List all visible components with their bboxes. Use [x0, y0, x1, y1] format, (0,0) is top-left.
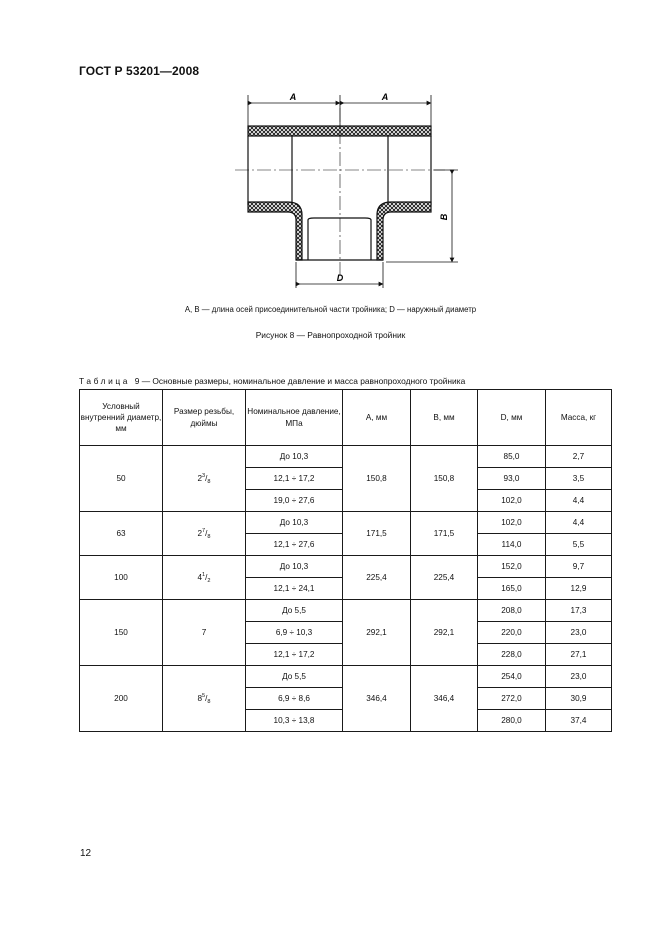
cell-pressure: До 5,5 — [246, 666, 343, 688]
cell-thread — [163, 556, 246, 600]
cell-thread — [163, 600, 246, 666]
thread-whole: 8 — [197, 693, 203, 703]
bottom-left-wall — [248, 202, 302, 260]
cell-d: 152,0 — [478, 556, 546, 578]
cell-b: 171,5 — [411, 512, 478, 556]
page-number: 12 — [80, 848, 92, 859]
cell-a: 150,8 — [343, 446, 411, 512]
table-title-prefix: Таблица — [79, 376, 131, 386]
cell-a: 292,1 — [343, 600, 411, 666]
cell-d: 114,0 — [478, 534, 546, 556]
thread-numerator: 5 — [202, 692, 206, 699]
cell-b: 346,4 — [411, 666, 478, 732]
cell-mass: 37,4 — [546, 710, 612, 732]
cell-d: 254,0 — [478, 666, 546, 688]
cell-d: 208,0 — [478, 600, 546, 622]
cell-d: 93,0 — [478, 468, 546, 490]
cell-a: 346,4 — [343, 666, 411, 732]
table-row — [80, 666, 612, 688]
cell-diameter: 63 — [80, 512, 163, 556]
cell-pressure: До 10,3 — [246, 446, 343, 468]
cell-thread — [163, 446, 246, 512]
table-row — [80, 556, 612, 578]
cell-mass: 9,7 — [546, 556, 612, 578]
bottom-right-wall — [377, 202, 431, 260]
dim-b-label: B — [439, 213, 449, 221]
col-header-diameter: Условный внутренний диаметр, мм — [80, 390, 163, 446]
cell-pressure: До 10,3 — [246, 512, 343, 534]
thread-denominator: 8 — [207, 533, 211, 540]
tee-drawing-svg — [230, 90, 470, 290]
table-title — [79, 376, 465, 386]
cell-mass: 3,5 — [546, 468, 612, 490]
cell-mass: 23,0 — [546, 622, 612, 644]
thread-whole: 4 — [197, 572, 203, 582]
cell-mass: 23,0 — [546, 666, 612, 688]
cell-pressure: 12,1 ÷ 27,6 — [246, 534, 343, 556]
table-row — [80, 512, 612, 534]
col-header-d: D, мм — [478, 390, 546, 446]
cell-b: 225,4 — [411, 556, 478, 600]
figure-title: Рисунок 8 — Равнопроходной тройник — [255, 330, 406, 340]
cell-diameter: 100 — [80, 556, 163, 600]
table-row — [80, 600, 612, 622]
thread-numerator: 3 — [202, 472, 206, 479]
cell-pressure: До 10,3 — [246, 556, 343, 578]
thread-denominator: 8 — [207, 698, 211, 705]
cell-pressure: 12,1 ÷ 17,2 — [246, 644, 343, 666]
dim-a-right-label: A — [381, 92, 389, 102]
thread-whole: 2 — [197, 473, 203, 483]
cell-d: 220,0 — [478, 622, 546, 644]
cell-diameter: 150 — [80, 600, 163, 666]
col-header-pressure: Номинальное давление, МПа — [246, 390, 343, 446]
tee-drawing — [230, 90, 470, 290]
thread-slash: / — [205, 572, 208, 582]
cell-pressure: 19,0 ÷ 27,6 — [246, 490, 343, 512]
thread-denominator: 8 — [207, 478, 211, 485]
cell-d: 85,0 — [478, 446, 546, 468]
thread-whole: 7 — [201, 628, 207, 637]
cell-diameter: 200 — [80, 666, 163, 732]
cell-a: 171,5 — [343, 512, 411, 556]
table-row — [80, 446, 612, 468]
cell-d: 280,0 — [478, 710, 546, 732]
col-header-thread: Размер резьбы, дюймы — [163, 390, 246, 446]
dim-a-left-label: A — [289, 92, 297, 102]
cell-pressure: 12,1 ÷ 24,1 — [246, 578, 343, 600]
cell-d: 228,0 — [478, 644, 546, 666]
cell-mass: 4,4 — [546, 490, 612, 512]
cell-mass: 17,3 — [546, 600, 612, 622]
cell-b: 150,8 — [411, 446, 478, 512]
table-body — [80, 446, 612, 732]
cell-pressure: До 5,5 — [246, 600, 343, 622]
thread-slash: / — [205, 693, 208, 703]
cell-thread — [163, 666, 246, 732]
figure-legend: A, B — длина осей присоединительной части тройника; D — наружный диаметр — [184, 305, 477, 314]
cell-thread — [163, 512, 246, 556]
cell-mass: 12,9 — [546, 578, 612, 600]
thread-slash: / — [205, 528, 208, 538]
thread-slash: / — [205, 473, 208, 483]
cell-d: 272,0 — [478, 688, 546, 710]
thread-denominator: 2 — [207, 577, 211, 584]
col-header-a: A, мм — [343, 390, 411, 446]
col-header-mass: Масса, кг — [546, 390, 612, 446]
cell-pressure: 6,9 ÷ 8,6 — [246, 688, 343, 710]
cell-d: 102,0 — [478, 490, 546, 512]
cell-mass: 5,5 — [546, 534, 612, 556]
cell-mass: 27,1 — [546, 644, 612, 666]
cell-b: 292,1 — [411, 600, 478, 666]
cell-a: 225,4 — [343, 556, 411, 600]
cell-mass: 4,4 — [546, 512, 612, 534]
cell-mass: 30,9 — [546, 688, 612, 710]
thread-numerator: 1 — [202, 571, 206, 578]
cell-mass: 2,7 — [546, 446, 612, 468]
top-wall — [248, 126, 431, 136]
thread-whole: 2 — [197, 528, 203, 538]
cell-diameter: 50 — [80, 446, 163, 512]
document-header: ГОСТ Р 53201—2008 — [79, 64, 200, 78]
table-title-text: 9 — Основные размеры, номинальное давление и масса равнопроходного тройника — [134, 376, 466, 386]
dimensions-table — [79, 389, 612, 732]
cell-pressure: 10,3 ÷ 13,8 — [246, 710, 343, 732]
col-header-b: B, мм — [411, 390, 478, 446]
cell-pressure: 6,9 ÷ 10,3 — [246, 622, 343, 644]
cell-pressure: 12,1 ÷ 17,2 — [246, 468, 343, 490]
cell-d: 165,0 — [478, 578, 546, 600]
table-header-row — [80, 390, 612, 446]
thread-numerator: 7 — [202, 527, 206, 534]
dim-d-label: D — [336, 273, 344, 283]
cell-d: 102,0 — [478, 512, 546, 534]
